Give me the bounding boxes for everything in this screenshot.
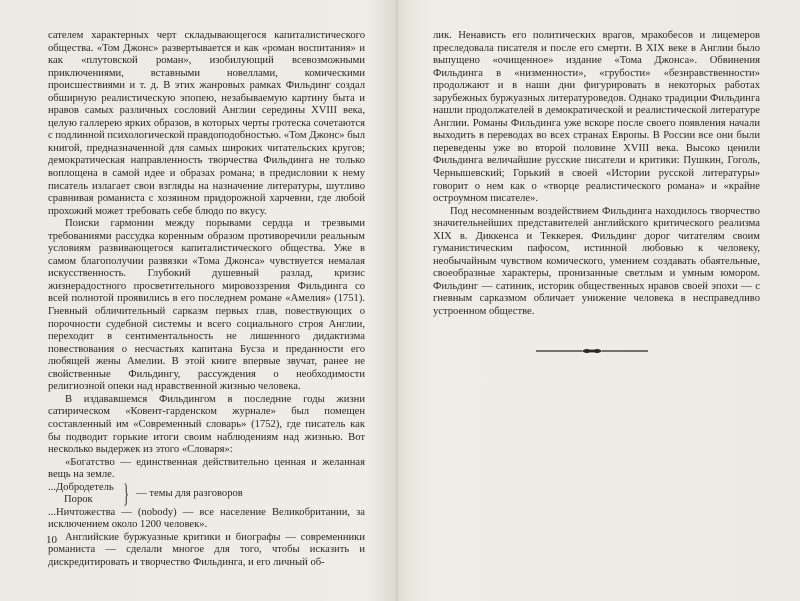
page-number: 10 — [46, 534, 57, 546]
paragraph: Поиски гармонии между порывами сердца и трезвыми требованиями рассудка коренным образом противоречили реальным условиям развивающегося капиталистического общества. Уже в самом благополучии развязки «Тома Джонса» чувствуется немалая искусственность. Глубокий душевный разлад, кризис жизнерадостного просветительного мировоззрения Фильдинга со всей полнотой проявились в его последнем романе «Амелия» (1751). Гневный обличительный сарказм первых глав, повествующих о порочности судебной системы и всего социального строя Англии, переходит в сентиментальность не лишенного дидактизма повествования о несчастьях капитана Бусза и преданности его любящей жены Амелии. В этой книге впервые звучат, ранее не свойственные Фильдингу, рассуждения о необходимости религиозной опеки над нравственной жизнью человека. — [48, 218, 365, 393]
right-page — [433, 30, 760, 319]
dictionary-entry: ...Ничтожества — (nobody) — все население Великобритании, за исключением около 1200 человек». — [48, 506, 365, 531]
brace-icon: } — [123, 479, 129, 509]
dictionary-definition: — темы для разговоров — [136, 487, 243, 499]
dictionary-entry: «Богатство — единственная действительно ценная и желанная вещь на земле. — [48, 456, 365, 481]
dictionary-entry-group — [48, 479, 365, 509]
paragraph: сателем характерных черт складывающегося капиталистического общества. «Том Джонс» развертывается и как «роман воспитания» и как «плутовской роман», изобилующий всевозможными приключениями, вставными новеллами, комическими происшествиями и т. д. В этих жанровых рамках Фильдинг создал обширную реалистическую эпопею, незабываемую картину быта и нравов самых различных сословий Англии середины XVIII века, целую галлерею ярких образов, в которых черты гротеска сочетаются с подлинной психологической правдоподобностью. «Том Джонс» был книгой, предназначенной для самых широких читательских кругов; демократическая направленность творчества Фильдинга не только воплощена в самой идее и образах романа; в предисловии к нему писатель излагает свои взгляды на назначение литературы, шутливо сравнивая романиста с хозяином придорожной харчевни, где любой прохожий может требовать себе блюдо по вкусу. — [48, 30, 365, 217]
left-page — [48, 30, 365, 570]
ornament-icon — [536, 347, 648, 355]
paragraph: лик. Ненависть его политических врагов, мракобесов и лицемеров преследовала писателя и после его смерти. В XIX веке в Англии было выпущено «очищенное» издание «Тома Джонса». Обвинения Фильдинга в «низменности», «грубости» «безнравственности» продолжают и в наши дни фигурировать в некоторых работах зарубежных буржуазных литературоведов. Однако традиции Фильдинга нашли продолжателей в демократической и реалистической литературе Англии. Романы Фильдинга уже вскоре после своего появления начали выходить в переводах во всех странах Европы. В России все они были переведены уже во второй половине XVIII века. Высоко ценили Фильдинга величайшие русские писатели и критики: Пушкин, Гоголь, Чернышевский; Горький в своей «Истории русской литературы» говорит о нем как о «творце реалистического романа» и «крайне остроумном писателе». — [433, 30, 760, 205]
page-fold — [396, 0, 398, 601]
paragraph: Английские буржуазные критики и биографы — современники романиста — сделали многое для того, чтобы исказить и дискредитировать и творчество Фильдинга, и его личный об- — [48, 531, 365, 568]
dictionary-word: ...Добродетель — [48, 481, 114, 493]
dictionary-word: Порок — [64, 494, 93, 506]
paragraph: В издававшемся Фильдингом в последние годы жизни сатирическом «Ковент-гарденском журнале» был помещен составленный им «Современный словарь» (1752), где писатель как бы подводит горькие итоги своим наблюдениям над жизнью. Вот несколько выдержек из этого «Словаря»: — [48, 393, 365, 456]
paragraph: Под несомненным воздействием Фильдинга находилось творчество значительнейших представителей английского критического реализма XIX в. Диккенса и Теккерея. Фильдинг дорог читателям своим гуманистическим пафосом, истинной любовью к человеку, необычайным чувством комического, умением создавать обаятельные, своеобразные характеры, пронизанные светлым и умным юмором. Фильдинг — сатиник, историк общественных нравов своей эпохи — с гневным сарказмом обличает унижение человека в несправедливо устроенном обществе. — [433, 205, 760, 318]
